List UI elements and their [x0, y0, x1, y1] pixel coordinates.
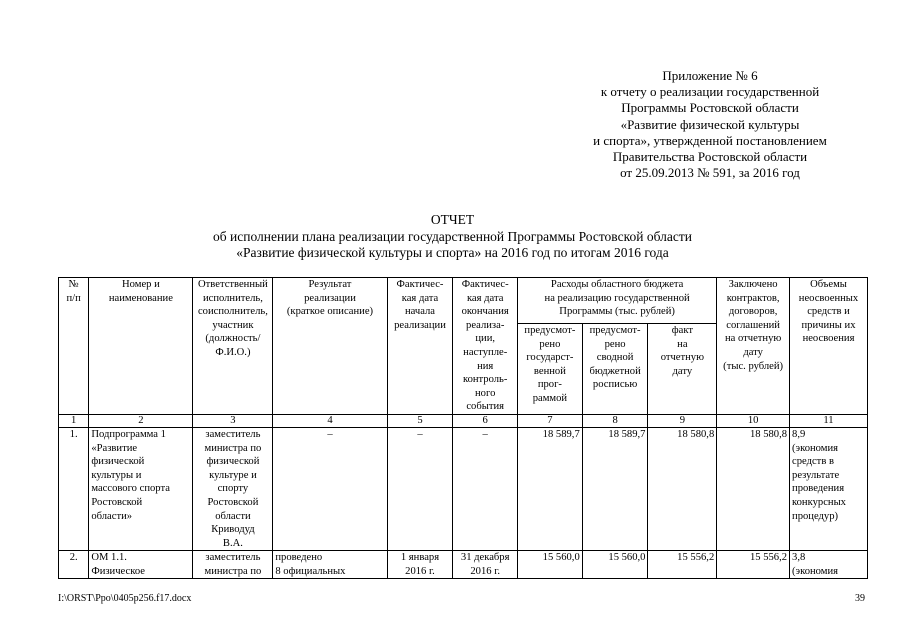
column-number: 10 [717, 414, 790, 427]
report-title [0, 212, 905, 262]
column-number: 8 [582, 414, 648, 427]
header-budget: Расходы областного бюджета на реализацию государственной Программы (тыс. рублей) [518, 278, 717, 324]
column-number: 9 [648, 414, 717, 427]
row-result: – [273, 427, 387, 550]
table-row [59, 551, 868, 579]
column-number: 3 [193, 414, 273, 427]
row-unspent: 3,8 (экономия [790, 551, 868, 579]
header-budget-consolidated: предусмот- рено сводной бюджетной росписью [582, 324, 648, 415]
appendix-line: «Развитие физической культуры [620, 116, 800, 132]
column-number: 2 [89, 414, 193, 427]
row-num: 1. [59, 427, 89, 550]
header-result: Результат реализации (краткое описание) [273, 278, 387, 415]
row-budget-consolidated: 15 560,0 [582, 551, 648, 579]
column-number: 6 [453, 414, 518, 427]
header-name: Номер и наименование [89, 278, 193, 415]
header-start-date: Фактичес- кая дата начала реализации [387, 278, 453, 415]
row-budget-plan: 18 589,7 [518, 427, 583, 550]
appendix-block [560, 68, 860, 181]
row-start-date: 1 января 2016 г. [387, 551, 453, 579]
row-budget-consolidated: 18 589,7 [582, 427, 648, 550]
column-number: 5 [387, 414, 453, 427]
appendix-line: и спорта», утвержденной постановлением [593, 132, 827, 148]
row-name: Подпрограмма 1 «Развитие физической культуры и массового спорта Ростовской области» [89, 427, 193, 550]
row-budget-fact: 18 580,8 [648, 427, 717, 550]
table-row [59, 427, 868, 550]
header-budget-plan: предусмот- рено государст- венной прог- раммой [518, 324, 583, 415]
appendix-line: Программы Ростовской области [621, 100, 799, 116]
column-number-row [59, 414, 868, 427]
report-subtitle-line1: об исполнении плана реализации государственной Программы Ростовской области [213, 228, 692, 244]
header-num: № п/п [59, 278, 89, 415]
header-row [59, 278, 868, 324]
appendix-line: Правительства Ростовской области [612, 149, 808, 165]
row-end-date: 31 декабря 2016 г. [453, 551, 518, 579]
row-executor: заместитель министра по физической культуре и спорту Ростовской области Криводуд В.А. [193, 427, 273, 550]
column-number: 7 [518, 414, 583, 427]
column-number: 4 [273, 414, 387, 427]
appendix-line: Приложение № 6 [662, 68, 758, 83]
row-num: 2. [59, 551, 89, 579]
row-budget-plan: 15 560,0 [518, 551, 583, 579]
row-contracts: 15 556,2 [717, 551, 790, 579]
header-end-date: Фактичес- кая дата окончания реализа- ции, наступле- ния контроль- ного события [453, 278, 518, 415]
row-start-date: – [387, 427, 453, 550]
footer-file-path: I:\ORST\Ppo\0405p256.f17.docx [58, 593, 192, 604]
appendix-line: от 25.09.2013 № 591, за 2016 год [620, 165, 800, 181]
row-budget-fact: 15 556,2 [648, 551, 717, 579]
row-contracts: 18 580,8 [717, 427, 790, 550]
report-heading: ОТЧЕТ [430, 212, 475, 227]
header-unspent: Объемы неосвоенных средств и причины их неосвоения [790, 278, 868, 415]
row-name: ОМ 1.1. Физическое [89, 551, 193, 579]
header-contracts: Заключено контрактов, договоров, соглашений на отчетную дату (тыс. рублей) [717, 278, 790, 415]
column-number: 1 [59, 414, 89, 427]
appendix-line: к отчету о реализации государственной [600, 84, 820, 100]
row-executor: заместитель министра по [193, 551, 273, 579]
column-number: 11 [790, 414, 868, 427]
header-executor: Ответственный исполнитель, соисполнитель, участник (должность/ Ф.И.О.) [193, 278, 273, 415]
report-subtitle-line2: «Развитие физической культуры и спорта» на 2016 год по итогам 2016 года [236, 245, 669, 260]
row-end-date: – [453, 427, 518, 550]
report-table [58, 277, 868, 579]
row-unspent: 8,9 (экономия средств в результате проведения конкурсных процедур) [790, 427, 868, 550]
row-result: проведено 8 официальных [273, 551, 387, 579]
header-budget-fact: факт на отчетную дату [648, 324, 717, 415]
footer-page-number: 39 [855, 593, 865, 604]
